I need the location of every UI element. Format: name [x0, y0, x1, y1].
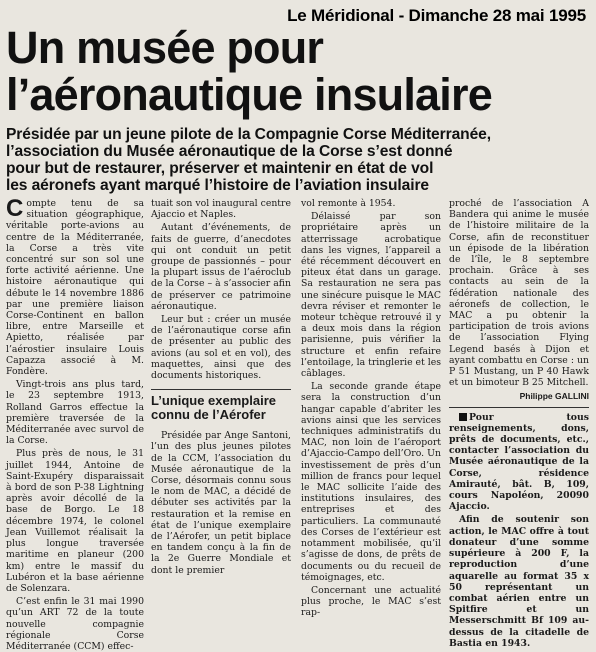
paragraph: proché de l’association A Bandera qui anime le musée de l’histoire militaire de la Corse, afin de reconstituer un épisode de la libération de l’île, le 8 septembre prochain. Grâce à ses contacts au sein de la fédération nationale des aéronefs de collection, le MAC a pu obtenir la participation de trois avions de l’association Flying Legend basés à Dijon et ayant combattu en Corse : un P 51 Mustang, un P 40 Hawk et un bimoteur B 25 Mitchell.	[449, 198, 589, 389]
paragraph: Leur but : créer un musée de l’aéronautique corse afin de présenter au public des avions (au sol et en vol), des maquettes, ainsi que des documents historiques.	[151, 314, 291, 382]
info-text: Pour tous renseignements, dons, prêts de documents, etc., contacter l’association du Musée aéronautique de la Corse, résidence Amirauté, bât. B, 109, cours Napoléon, 20090 Ajaccio.	[449, 411, 589, 513]
lead-paragraph	[6, 126, 591, 194]
article-column-2	[151, 198, 291, 576]
paragraph: tuait son vol inaugural centre Ajaccio et Naples.	[151, 198, 291, 221]
paragraph: Plus près de nous, le 31 juillet 1944, Antoine de Saint-Exupéry disparaissait à bord de son P-38 Lightning après avoir décollé de la base de Borgo. Le 18 décembre 1974, le colonel Jean Vuillemot réalisait la plus longue traversée maritime en planeur (200 km) entre le massif du Lubéron et la base aérienne de Solenzara.	[6, 448, 144, 594]
headline-line: Un musée pour	[6, 22, 324, 73]
drop-cap: C	[6, 195, 24, 222]
headline-line: l’aéronautique insulaire	[6, 69, 492, 120]
paragraph: Délaissé par son propriétaire après un atterrissage acrobatique dans les vignes, l’appareil a été récemment découvert en piteux état dans un garage. Sa restauration ne sera pas une sinécure puisque le MAC devra réviser et remonter le moteur tchèque retrouvé il y a deux mois dans la région parisienne, puis vérifier la structure et enfin refaire l’entoilage, la tringlerie et les câblages.	[301, 211, 441, 380]
paragraph: Présidée par Ange Santoni, l’un des plus jeunes pilotes de la CCM, l’association du Musée aéronautique de la Corse, désormais connu sous le nom de MAC, a décidé de débuter ses activités par la restauration et la remise en état de l’unique exemplaire de l’Aérofer, un petit biplace en tandem conçu à la fin de la 2e Guerre Mondiale et dont le premier	[151, 430, 291, 576]
paragraph: La seconde grande étape sera la construction d’un hangar capable d’abriter les avions ainsi que les services techniques administratifs du MAC, non loin de l’aéroport d’Ajaccio-Campo dell’Oro. Un investissement de près d’un million de francs pour lequel le MAC sollicite l’aide des institutions insulaires, des entreprises et des particuliers. La communauté des Corses de l’extérieur est notamment mobilisée, qu’il s’agisse de dons, de prêts de documents ou du recueil de témoignages, etc.	[301, 381, 441, 583]
subheading: L’unique exemplaire connu de l’Aérofer	[151, 389, 291, 422]
headline	[6, 24, 591, 118]
info-paragraph	[449, 412, 589, 513]
paragraph: Autant d’événements, de faits de guerre, d’anecdotes qui ont conduit un petit groupe de passionnés – pour la plupart issus de l’aéroclub de la Corse – à s’associer afin de préserver ce patrimoine aéronautique.	[151, 222, 291, 312]
lead-line: Présidée par un jeune pilote de la Compagnie Corse Méditerranée,	[6, 126, 491, 143]
info-paragraph: Afin de soutenir son action, le MAC offre à tout donateur d’une somme supérieure à 200 F, la reproduction d’une aquarelle au format 35 x 50 représentant un combat aérien entre un Spitfire et un Messerschmitt Bf 109 au-dessus de la citadelle de Bastia en 1943.	[449, 514, 589, 649]
article-column-4	[449, 198, 589, 649]
paragraph: vol remonte à 1954.	[301, 198, 396, 209]
paragraph: Concernant une actualité plus proche, le MAC s’est rap-	[301, 584, 441, 619]
lead-line: l’association du Musée aéronautique de la Corse s’est donné	[6, 143, 453, 160]
author-signature: Philippe GALLINI	[519, 391, 589, 402]
bullet-square-icon	[459, 413, 467, 421]
paragraph: Vingt-trois ans plus tard, le 23 septembre 1913, Rolland Garros effectue la première traversée de la Méditerranée avec survol de la Corse.	[6, 379, 144, 447]
article-column-3	[301, 198, 441, 619]
lead-line: pour but de restaurer, préserver et maintenir en état de vol	[6, 160, 434, 177]
paragraph: C’est enfin le 31 mai 1990 qu’un ART 72 de la toute nouvelle compagnie régionale Corse Méditerranée (CCM) effec-	[6, 596, 144, 652]
source-line: Le Méridional - Dimanche 28 mai 1995	[287, 6, 586, 25]
paragraph	[6, 195, 144, 378]
info-box	[449, 407, 589, 649]
lead-line: les aéronefs ayant marqué l’histoire de l’aviation insulaire	[6, 177, 429, 194]
article-column-1	[6, 195, 144, 652]
paragraph-text: ompte tenu de sa situation géographique, véritable porte-avions au centre de la Méditerranée, la Corse a très vite concentré sur son sol une forte activité aérienne. Une histoire aéronautique qui débute le 14 novembre 1886 par une première liaison Corse-Continent en ballon libre, entre Marseille et Apietto, réalisée par l’aérostier insulaire Louis Capazza associé à M. Fondère.	[6, 198, 144, 378]
